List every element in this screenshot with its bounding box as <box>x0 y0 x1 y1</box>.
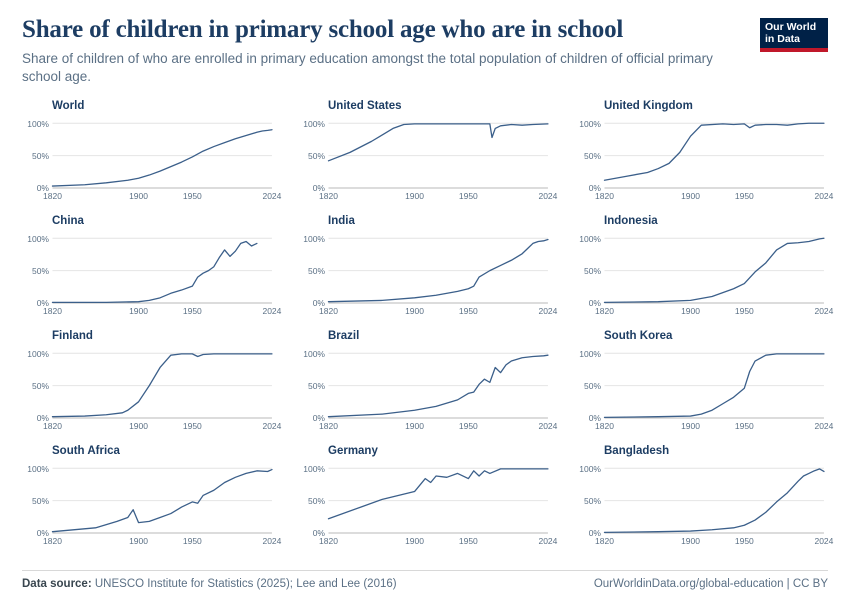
page-subtitle: Share of children of who are enrolled in primary education amongst the total population of children of official primary school age. <box>22 51 713 85</box>
y-axis-tick-label: 100% <box>579 233 601 244</box>
x-axis-tick-label: 1950 <box>458 306 478 317</box>
panel-title: United States <box>328 100 402 113</box>
panel-title: India <box>328 215 355 228</box>
data-source-text: UNESCO Institute for Statistics (2025); Lee and Lee (2016) <box>94 578 397 590</box>
owid-logo[interactable] <box>760 18 828 52</box>
y-axis-tick-label: 0% <box>36 528 49 539</box>
y-axis-tick-label: 100% <box>27 233 49 244</box>
x-axis-tick-label: 2024 <box>814 421 834 432</box>
panel-plot[interactable] <box>574 114 834 202</box>
panel-title: Bangladesh <box>604 445 670 458</box>
chart-panel <box>298 445 558 560</box>
y-axis-tick-label: 100% <box>27 463 49 474</box>
panel-title: Indonesia <box>604 215 658 228</box>
x-axis-tick-label: 1950 <box>734 306 754 317</box>
x-axis-tick-label: 1820 <box>595 536 614 547</box>
chart-panel <box>22 330 282 445</box>
x-axis-tick-label: 1820 <box>595 421 614 432</box>
x-axis-tick-label: 1900 <box>405 191 424 202</box>
x-axis-tick-label: 2024 <box>262 421 282 432</box>
y-axis-tick-label: 50% <box>31 381 49 392</box>
x-axis-tick-label: 2024 <box>262 191 282 202</box>
x-axis-tick-label: 2024 <box>262 306 282 317</box>
x-axis-tick-label: 1900 <box>405 306 424 317</box>
x-axis-tick-label: 1950 <box>734 421 754 432</box>
panel-plot[interactable] <box>22 229 282 317</box>
panel-plot[interactable] <box>574 344 834 432</box>
chart-panel <box>574 100 834 215</box>
x-axis-tick-label: 1900 <box>681 536 700 547</box>
y-axis-tick-label: 0% <box>312 528 325 539</box>
chart-panel <box>574 215 834 330</box>
panel-plot[interactable] <box>298 344 558 432</box>
y-axis-tick-label: 0% <box>312 183 325 194</box>
chart-header <box>22 16 828 86</box>
y-axis-tick-label: 50% <box>583 381 601 392</box>
panel-title: South Korea <box>604 330 673 343</box>
panel-title: United Kingdom <box>604 100 693 113</box>
chart-panel <box>22 445 282 560</box>
owid-logo-line1: Our World <box>765 21 817 33</box>
panel-plot[interactable] <box>298 459 558 547</box>
x-axis-tick-label: 2024 <box>538 421 558 432</box>
footer-attribution[interactable]: OurWorldinData.org/global-education | CC BY <box>593 578 828 590</box>
chart-footer <box>22 570 828 590</box>
y-axis-tick-label: 50% <box>31 151 49 162</box>
panel-title: South Africa <box>52 445 120 458</box>
x-axis-tick-label: 1950 <box>458 191 478 202</box>
x-axis-tick-label: 1900 <box>681 191 700 202</box>
panel-plot[interactable] <box>298 229 558 317</box>
x-axis-tick-label: 1820 <box>319 421 338 432</box>
y-axis-tick-label: 0% <box>588 528 601 539</box>
y-axis-tick-label: 100% <box>303 233 325 244</box>
x-axis-tick-label: 1950 <box>182 421 202 432</box>
x-axis-tick-label: 1900 <box>681 306 700 317</box>
x-axis-tick-label: 1900 <box>405 421 424 432</box>
chart-panel <box>298 215 558 330</box>
x-axis-tick-label: 1950 <box>458 421 478 432</box>
x-axis-tick-label: 2024 <box>814 191 834 202</box>
y-axis-tick-label: 100% <box>303 118 325 129</box>
x-axis-tick-label: 1820 <box>319 191 338 202</box>
panel-title: World <box>52 100 85 113</box>
panel-title: China <box>52 215 84 228</box>
x-axis-tick-label: 2024 <box>538 536 558 547</box>
x-axis-tick-label: 2024 <box>538 306 558 317</box>
y-axis-tick-label: 0% <box>588 413 601 424</box>
x-axis-tick-label: 1820 <box>595 191 614 202</box>
y-axis-tick-label: 100% <box>27 118 49 129</box>
panel-plot[interactable] <box>298 114 558 202</box>
chart-panel <box>22 100 282 215</box>
y-axis-tick-label: 0% <box>36 298 49 309</box>
x-axis-tick-label: 1950 <box>182 536 202 547</box>
y-axis-tick-label: 50% <box>31 496 49 507</box>
y-axis-tick-label: 0% <box>36 183 49 194</box>
page-title: Share of children in primary school age who are in school <box>22 16 624 43</box>
panel-title: Germany <box>328 445 378 458</box>
y-axis-tick-label: 50% <box>307 381 325 392</box>
x-axis-tick-label: 1820 <box>43 191 62 202</box>
panel-plot[interactable] <box>22 459 282 547</box>
x-axis-tick-label: 1950 <box>182 191 202 202</box>
small-multiples-grid <box>22 100 834 560</box>
y-axis-tick-label: 100% <box>303 348 325 359</box>
y-axis-tick-label: 50% <box>307 266 325 277</box>
x-axis-tick-label: 1820 <box>595 306 614 317</box>
chart-panel <box>574 330 834 445</box>
y-axis-tick-label: 100% <box>27 348 49 359</box>
y-axis-tick-label: 0% <box>588 298 601 309</box>
panel-plot[interactable] <box>22 344 282 432</box>
x-axis-tick-label: 1900 <box>405 536 424 547</box>
y-axis-tick-label: 50% <box>307 151 325 162</box>
y-axis-tick-label: 100% <box>579 118 601 129</box>
y-axis-tick-label: 50% <box>583 496 601 507</box>
y-axis-tick-label: 50% <box>583 266 601 277</box>
y-axis-tick-label: 100% <box>579 348 601 359</box>
y-axis-tick-label: 0% <box>588 183 601 194</box>
y-axis-tick-label: 0% <box>36 413 49 424</box>
x-axis-tick-label: 1950 <box>734 191 754 202</box>
x-axis-tick-label: 1820 <box>319 306 338 317</box>
y-axis-tick-label: 50% <box>583 151 601 162</box>
x-axis-tick-label: 2024 <box>538 191 558 202</box>
x-axis-tick-label: 2024 <box>814 536 834 547</box>
y-axis-tick-label: 0% <box>312 298 325 309</box>
x-axis-tick-label: 2024 <box>262 536 282 547</box>
chart-panel <box>574 445 834 560</box>
panel-plot[interactable] <box>574 229 834 317</box>
x-axis-tick-label: 1820 <box>43 421 62 432</box>
data-source <box>22 578 397 590</box>
x-axis-tick-label: 1900 <box>129 421 148 432</box>
panel-plot[interactable] <box>22 114 282 202</box>
x-axis-tick-label: 1900 <box>129 536 148 547</box>
owid-logo-line2: in Data <box>765 32 801 45</box>
x-axis-tick-label: 1820 <box>319 536 338 547</box>
x-axis-tick-label: 1820 <box>43 536 62 547</box>
panel-plot[interactable] <box>574 459 834 547</box>
chart-panel <box>298 100 558 215</box>
y-axis-tick-label: 50% <box>307 496 325 507</box>
x-axis-tick-label: 1820 <box>43 306 62 317</box>
y-axis-tick-label: 100% <box>303 463 325 474</box>
chart-panel <box>298 330 558 445</box>
x-axis-tick-label: 1950 <box>734 536 754 547</box>
chart-panel <box>22 215 282 330</box>
x-axis-tick-label: 1950 <box>458 536 478 547</box>
x-axis-tick-label: 1900 <box>129 306 148 317</box>
y-axis-tick-label: 100% <box>579 463 601 474</box>
x-axis-tick-label: 2024 <box>814 306 834 317</box>
data-source-label: Data source: <box>22 578 92 590</box>
y-axis-tick-label: 50% <box>31 266 49 277</box>
x-axis-tick-label: 1950 <box>182 306 202 317</box>
panel-title: Finland <box>52 330 93 343</box>
x-axis-tick-label: 1900 <box>681 421 700 432</box>
y-axis-tick-label: 0% <box>312 413 325 424</box>
x-axis-tick-label: 1900 <box>129 191 148 202</box>
panel-title: Brazil <box>328 330 360 343</box>
